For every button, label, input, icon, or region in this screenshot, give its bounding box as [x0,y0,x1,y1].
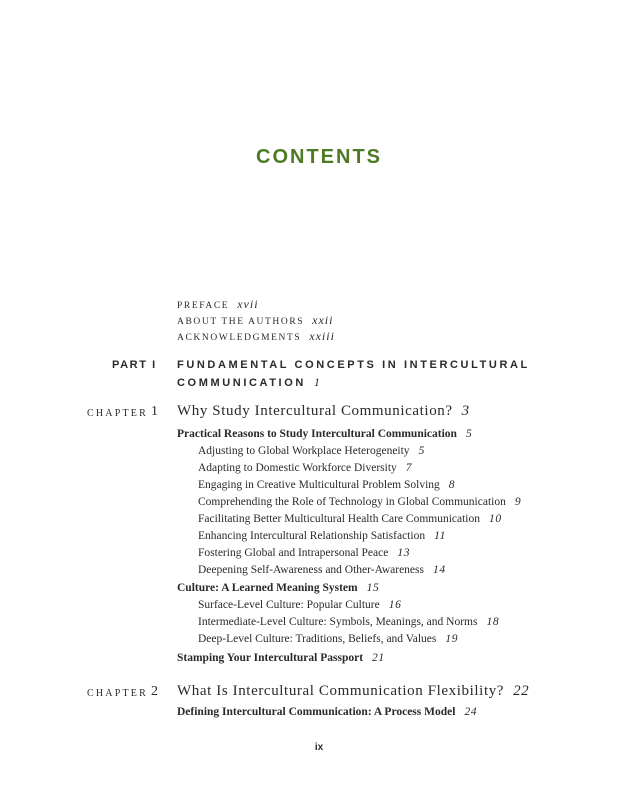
entry-page: 7 [405,462,413,474]
entry-page: 24 [464,706,478,718]
toc-entry-acknowledgments[interactable] [177,327,335,345]
entry-text: Surface-Level Culture: Popular Culture [198,599,380,611]
entry-page: 8 [448,479,456,491]
entry-page: xxii [312,313,334,327]
entry-page: 13 [397,547,411,559]
toc-section[interactable] [177,706,477,718]
entry-text: Enhancing Intercultural Relationship Satisfaction [198,530,426,542]
entry-label: ACKNOWLEDGMENTS [177,333,302,343]
part-title-line1: FUNDAMENTAL CONCEPTS IN INTERCULTURAL [177,359,530,371]
chapter-title[interactable] [177,683,529,700]
entry-page: 11 [434,530,446,542]
entry-text: Adjusting to Global Workplace Heterogeneity [198,445,410,457]
chapter-page: 3 [461,403,470,419]
entry-text: Engaging in Creative Multicultural Problem Solving [198,479,440,491]
toc-subsection[interactable] [198,445,425,457]
entry-text: Comprehending the Role of Technology in Global Communication [198,496,506,508]
entry-text: Facilitating Better Multicultural Health Care Communication [198,513,481,525]
toc-subsection[interactable] [198,633,458,645]
entry-text: Deep-Level Culture: Traditions, Beliefs, and Values [198,633,437,645]
entry-page: 21 [372,652,385,664]
entry-page: 10 [489,513,502,525]
toc-subsection[interactable] [198,479,455,491]
toc-section[interactable] [177,582,379,594]
part-title-line2: COMMUNICATION [177,377,306,389]
entry-text: Practical Reasons to Study Intercultural Communication [177,428,457,440]
entry-page: 9 [514,496,522,508]
entry-page: 14 [432,564,446,576]
entry-page: 19 [445,633,459,645]
toc-subsection[interactable] [198,564,446,576]
page-number: ix [314,742,324,753]
entry-label: ABOUT THE AUTHORS [177,317,305,327]
toc-subsection[interactable] [198,616,499,628]
entry-text: Culture: A Learned Meaning System [177,582,358,594]
toc-subsection[interactable] [198,513,502,525]
toc-section[interactable] [177,652,385,664]
entry-page: xxiii [309,329,335,343]
toc-subsection[interactable] [198,530,446,542]
chapter-title-text: What Is Intercultural Communication Flexibility? [177,683,505,699]
chapter-number: 1 [151,404,158,419]
chapter-page: 22 [513,683,530,699]
toc-subsection[interactable] [198,462,412,474]
entry-text: Fostering Global and Intrapersonal Peace [198,547,389,559]
chapter-title[interactable] [177,403,470,420]
entry-text: Stamping Your Intercultural Passport [177,652,364,664]
entry-page: 5 [418,445,425,457]
entry-text: Defining Intercultural Communication: A Process Model [177,706,456,718]
entry-text: Deepening Self-Awareness and Other-Awareness [198,564,424,576]
entry-page: 16 [388,599,402,611]
entry-page: 18 [486,616,500,628]
toc-subsection[interactable] [198,547,410,559]
chapter-word: CHAPTER [87,408,148,419]
entry-page: 5 [465,428,473,440]
entry-page: xvii [237,297,259,311]
entry-text: Adapting to Domestic Workforce Diversity [198,462,397,474]
chapter-title-text: Why Study Intercultural Communication? [177,403,453,419]
page-title: CONTENTS [256,146,382,168]
chapter-word: CHAPTER [87,688,148,699]
toc-section[interactable] [177,428,472,440]
part-page: 1 [313,375,321,389]
entry-page: 15 [366,582,380,594]
entry-text: Intermediate-Level Culture: Symbols, Meanings, and Norms [198,616,478,628]
part-label: PART I [112,359,157,371]
part-title[interactable] [177,357,530,392]
entry-label: PREFACE [177,301,230,311]
toc-subsection[interactable] [198,496,521,508]
toc-subsection[interactable] [198,599,401,611]
chapter-number: 2 [151,684,158,699]
